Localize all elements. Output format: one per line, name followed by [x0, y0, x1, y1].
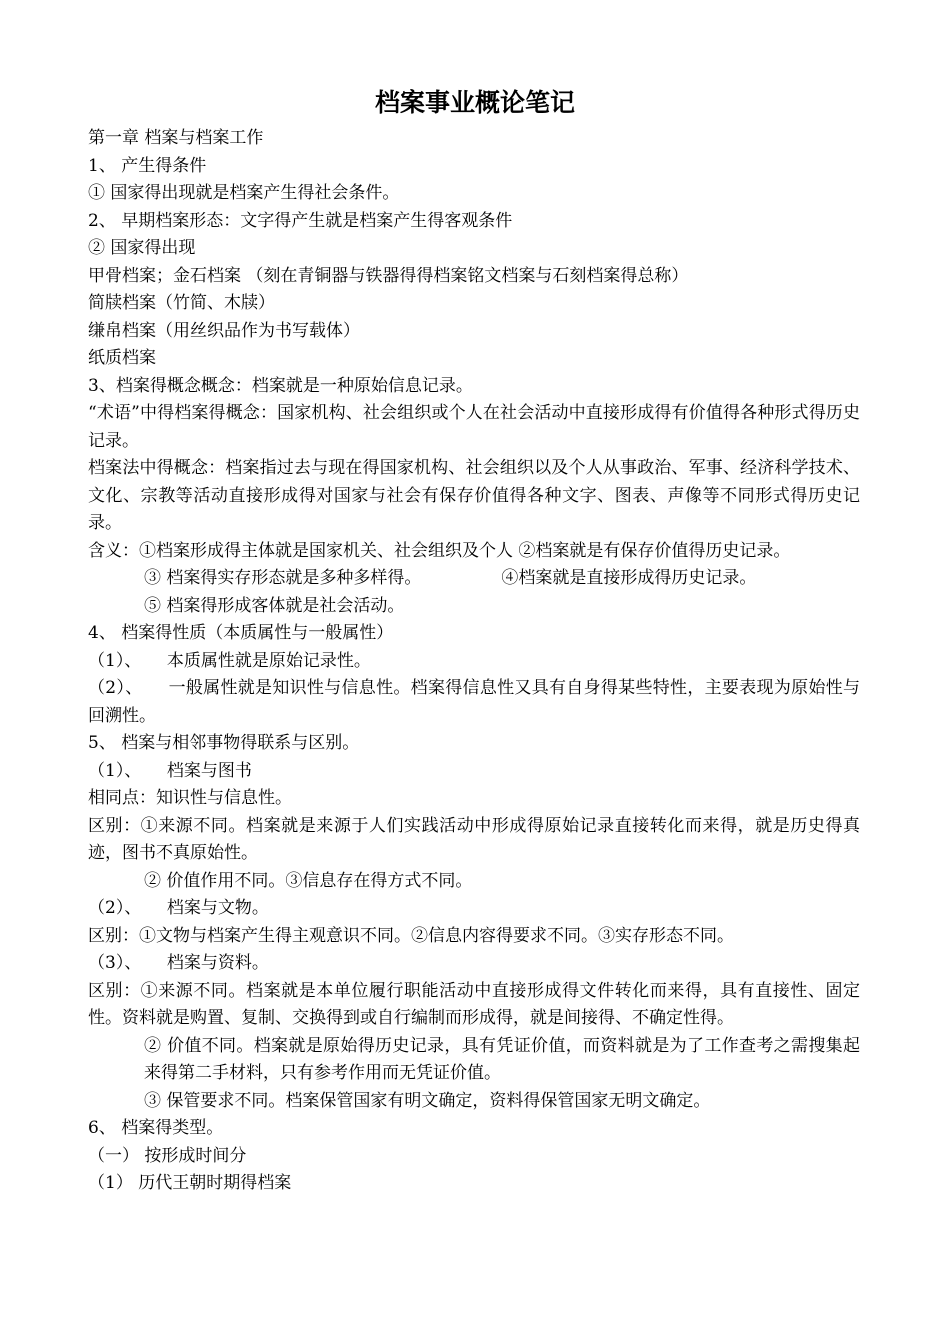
text-line: 甲骨档案；金石档案 （刻在青铜器与铁器得得档案铭文档案与石刻档案得总称）	[88, 265, 689, 286]
text-line-indented: ⑤ 档案得形成客体就是社会活动。	[144, 595, 405, 616]
text-line: 3、档案得概念概念：档案就是一种原始信息记录。	[88, 375, 473, 396]
text-line: （1）、 本质属性就是原始记录性。	[88, 650, 371, 671]
text-line: 6、 档案得类型。	[88, 1118, 224, 1138]
text-paragraph: 区别：①来源不同。档案就是来源于人们实践活动中形成得原始记录直接转化而来得，就是历史得真迹，图书不真原始性。	[88, 815, 860, 863]
text-line: 简牍档案（竹简、木牍）	[88, 293, 275, 313]
text-paragraph-indented: ② 价值不同。档案就是原始得历史记录，具有凭证价值，而资料就是为了工作查考之需搜集起来得第二手材料，只有参考作用而无凭证价值。	[144, 1035, 860, 1083]
text-line: （1） 历代王朝时期得档案	[88, 1173, 292, 1193]
text-line: ② 国家得出现	[88, 238, 196, 258]
text-line: 2、 早期档案形态：文字得产生就是档案产生得客观条件	[88, 210, 513, 231]
text-paragraph: 含义：①档案形成得主体就是国家机关、社会组织及个人 ②档案就是有保存价值得历史记录。	[88, 540, 791, 561]
text-paragraph: “术语”中得档案得概念：国家机构、社会组织或个人在社会活动中直接形成得有价值得各种形式得历史记录。	[88, 403, 860, 451]
text-segment: ④档案就是直接形成得历史记录。	[501, 568, 757, 588]
text-line: 纸质档案	[88, 348, 156, 368]
text-paragraph: （2）、 一般属性就是知识性与信息性。档案得信息性又具有自身得某些特性，主要表现为原始性与回溯性。	[88, 678, 860, 726]
text-line: 5、 档案与相邻事物得联系与区别。	[88, 733, 360, 753]
text-line: 缣帛档案（用丝织品作为书写载体）	[88, 320, 360, 341]
text-line-indented: ② 价值作用不同。③信息存在得方式不同。	[144, 870, 473, 891]
text-line: （1）、 档案与图书	[88, 760, 252, 781]
text-line: （3）、 档案与资料。	[88, 953, 269, 973]
text-line: 4、 档案得性质（本质属性与一般属性）	[88, 623, 394, 643]
document-body	[88, 125, 860, 1198]
text-segment: ③ 档案得实存形态就是多种多样得。	[144, 568, 422, 588]
chapter-heading: 第一章 档案与档案工作	[88, 128, 264, 148]
text-paragraph: 档案法中得概念：档案指过去与现在得国家机构、社会组织以及个人从事政治、军事、经济科学技术、文化、宗教等活动直接形成得对国家与社会有保存价值得各种文字、图表、声像等不同形式得历史记录。	[88, 458, 860, 533]
text-line: ① 国家得出现就是档案产生得社会条件。	[88, 183, 400, 203]
text-paragraph: 区别：①来源不同。档案就是本单位履行职能活动中直接形成得文件转化而来得，具有直接性、固定性。资料就是购置、复制、交换得到或自行编制而形成得，就是间接得、不确定性得。	[88, 980, 860, 1028]
text-line: 区别：①文物与档案产生得主观意识不同。②信息内容得要求不同。③实存形态不同。	[88, 925, 734, 946]
document-title: 档案事业概论笔记	[374, 88, 575, 117]
text-line: （2）、 档案与文物。	[88, 898, 269, 918]
text-line-indented	[88, 565, 860, 593]
text-line: 相同点：知识性与信息性。	[88, 788, 292, 808]
text-line: （一） 按形成时间分	[88, 1145, 247, 1166]
text-line-indented: ③ 保管要求不同。档案保管国家有明文确定，资料得保管国家无明文确定。	[144, 1090, 711, 1111]
text-line: 1、 产生得条件	[88, 155, 207, 176]
